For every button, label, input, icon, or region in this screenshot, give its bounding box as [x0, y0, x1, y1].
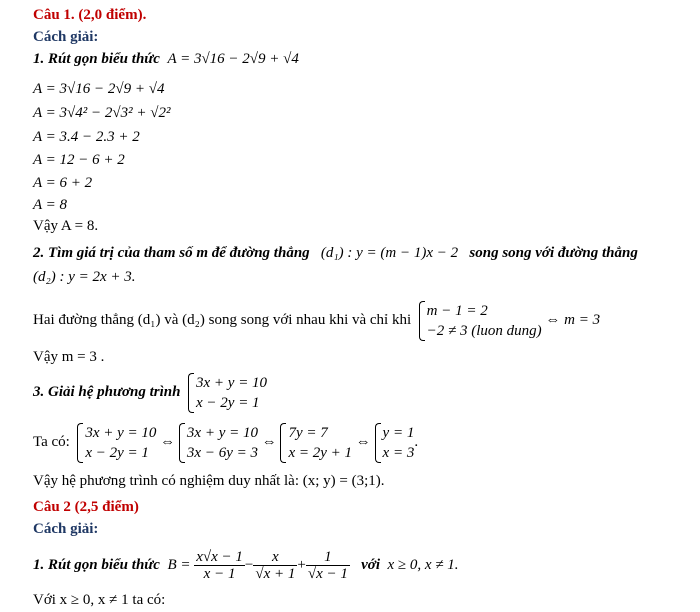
system-step-1: [77, 423, 156, 463]
part-3-title: 3. Giải hệ phương trình: [33, 384, 181, 400]
line-d2-equation: (d₂) : y = 2x + 3.: [33, 269, 136, 285]
step-3: A = 3.4 − 2.3 + 2: [33, 129, 140, 145]
given-system: [188, 373, 267, 413]
s1-eq-1: 3x + y = 10: [85, 424, 157, 441]
s1-eq-2: x − 2y = 1: [85, 444, 149, 461]
fraction-3-numerator: 1: [306, 549, 350, 566]
step-6: A = 8: [33, 197, 68, 213]
part-3-title-row: [33, 370, 267, 414]
s2-eq-1: 3x + y = 10: [186, 424, 258, 441]
condition-system: [419, 301, 542, 341]
part-2-title-row: [33, 244, 638, 262]
question-2-heading: Câu 2 (2,5 điểm): [33, 499, 139, 515]
part-1-conclusion: Vậy A = 8.: [33, 218, 99, 234]
solving-row: Ta có: 3x + y = 10 x − 2y = 1 ⇔ 3x + y = 10 3x − 6y = 3 ⇔ 7y = 7 x = 2y + 1 ⇔ y = 1 x = 3 .: [33, 424, 419, 461]
fraction-2-denominator: √x + 1: [255, 566, 296, 583]
part-2-conclusion: Vậy m = 3 .: [33, 349, 105, 365]
equiv-2: ⇔: [261, 434, 277, 450]
fraction-1: [194, 549, 245, 582]
solve-label: Ta có:: [33, 434, 70, 450]
parallel-condition-text: Hai đường thẳng (d₁) và (d₂) song song với nhau khi và chỉ khi: [33, 312, 412, 328]
parallel-condition: [33, 298, 600, 342]
method-label-2: Cách giải:: [33, 521, 99, 537]
fraction-3-denominator: √x − 1: [307, 566, 348, 583]
condition-line-2: −2 ≠ 3 (luon dung): [426, 322, 542, 339]
equiv-1: ⇔: [160, 434, 176, 450]
step-4: A = 12 − 6 + 2: [33, 152, 125, 168]
minus-sign: −: [244, 557, 254, 573]
part-1-title-text: 1. Rút gọn biểu thức: [33, 51, 160, 67]
s3-eq-2: x = 2y + 1: [288, 444, 353, 461]
s3-eq-1: 7y = 7: [288, 424, 328, 441]
step-5: A = 6 + 2: [33, 175, 93, 191]
s4-eq-1: y = 1: [382, 424, 415, 441]
system-step-4: [375, 423, 415, 463]
q2-last-line: Với x ≥ 0, x ≠ 1 ta có:: [33, 592, 166, 608]
fraction-1-numerator: x√x − 1: [196, 549, 243, 566]
part-2-title-b: song song với đường thẳng: [469, 245, 638, 261]
step-2: A = 3√4² − 2√3² + √2²: [33, 105, 171, 121]
equiv-3: ⇔: [355, 434, 371, 450]
method-label-1: Cách giải:: [33, 29, 99, 45]
question-1-heading: Câu 1. (2,0 điểm).: [33, 7, 147, 23]
system-step-2: [179, 423, 258, 463]
step-1: A = 3√16 − 2√9 + √4: [33, 81, 165, 97]
q2-part-1-row: [33, 545, 459, 585]
line-d1-equation: (d₁) : y = (m − 1)x − 2: [320, 245, 459, 261]
system-step-3: [280, 423, 352, 463]
b-lhs: B =: [167, 557, 191, 573]
s2-eq-2: 3x − 6y = 3: [186, 444, 258, 461]
condition-result: ⇔ m = 3: [545, 312, 601, 328]
part-1-expression: A = 3√16 − 2√9 + √4: [167, 51, 299, 67]
q2-part-1-title: 1. Rút gọn biểu thức: [33, 557, 160, 573]
s4-eq-2: x = 3: [382, 444, 415, 461]
plus-sign: +: [297, 557, 306, 573]
condition-line-1: m − 1 = 2: [426, 302, 488, 319]
fraction-2: [253, 549, 297, 582]
given-eq-2: x − 2y = 1: [196, 394, 260, 411]
fraction-1-denominator: x − 1: [203, 566, 236, 583]
fraction-3: [306, 549, 350, 582]
part-2-title-a: 2. Tìm giá trị của tham số m để đường thẳng: [33, 245, 310, 261]
domain-condition: x ≥ 0, x ≠ 1.: [387, 557, 459, 573]
part-1-title: [33, 50, 299, 68]
fraction-2-numerator: x: [253, 549, 297, 566]
given-eq-1: 3x + y = 10: [196, 374, 268, 391]
part-3-conclusion: Vậy hệ phương trình có nghiệm duy nhất là: (x; y) = (3;1).: [33, 473, 385, 489]
with-word: với: [361, 557, 380, 573]
